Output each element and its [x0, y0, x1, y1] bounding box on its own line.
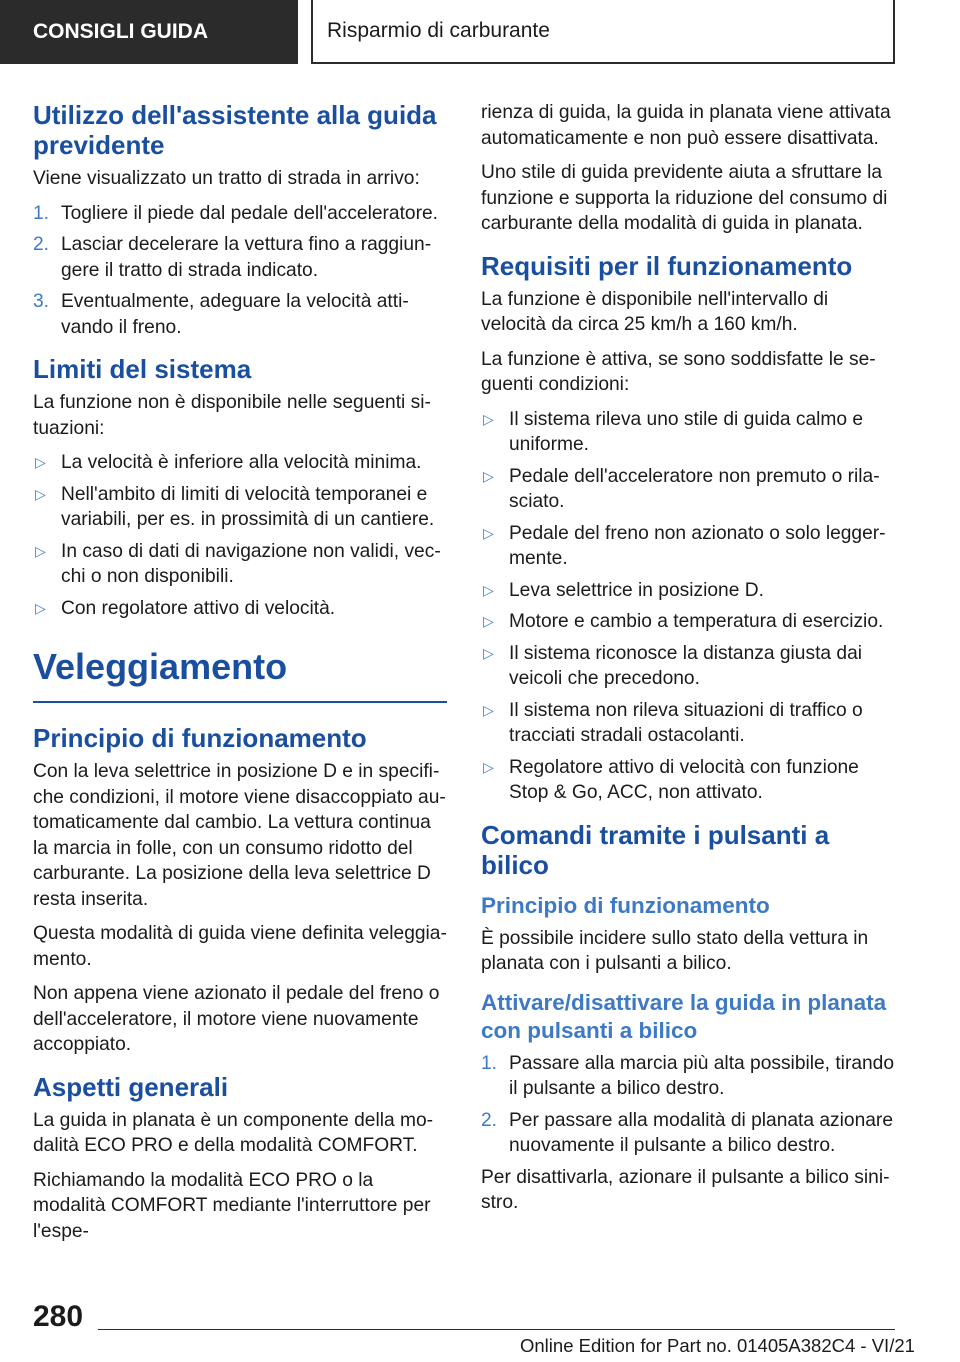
paragraph: La funzione non è disponibile nelle seguenti situazioni:	[33, 392, 431, 439]
list-item	[481, 464, 896, 515]
paragraph: È possibile incidere sullo stato della vettura in planata con i pulsanti a bilico.	[481, 927, 869, 974]
right-column	[481, 100, 896, 1225]
triangle-bullet-icon: ▷	[35, 485, 46, 502]
bullet-text: Pedale dell'acceleratore non premuto o rilasciato.	[509, 465, 880, 512]
paragraph: La funzione è disponibile nell'intervallo di velocità da circa 25 km/h a 160 km/h.	[481, 288, 829, 335]
paragraph: La funzione è attiva, se sono soddisfatte le seguenti condizioni:	[481, 348, 876, 395]
triangle-bullet-icon: ▷	[35, 599, 46, 616]
paragraph: La guida in planata è un componente della modalità ECO PRO e della modalità COMFORT.	[33, 1109, 434, 1156]
bullet-text: In caso di dati di navigazione non validi, vecchi o non disponibili.	[61, 540, 441, 587]
subheading-principio: Principio di funzionamento	[481, 892, 770, 918]
bullets-limiti	[33, 450, 447, 621]
step-number: 1.	[481, 1052, 498, 1074]
list-item	[481, 1108, 896, 1159]
list-item	[481, 521, 896, 572]
paragraph: Questa modalità di guida viene definita veleggiamento.	[33, 923, 447, 970]
heading-comandi: Comandi tramite i pulsanti a bilico	[481, 819, 830, 880]
triangle-bullet-icon: ▷	[483, 758, 494, 775]
left-column	[33, 100, 447, 1253]
heading-principio: Principio di funzionamento	[33, 723, 367, 753]
paragraph: rienza di guida, la guida in planata viene attivata automaticamente e non può essere disattivata.	[481, 102, 891, 149]
bullet-text: Nell'ambito di limiti di velocità temporanei e variabili, per es. in prossimità di un cantiere.	[61, 483, 435, 530]
triangle-bullet-icon: ▷	[483, 524, 494, 541]
triangle-bullet-icon: ▷	[483, 613, 494, 629]
bullets-requisiti	[481, 407, 896, 806]
subheading-attivare: Attivare/disattivare la guida in planata con pulsanti a bilico	[481, 989, 887, 1043]
page-number: 280	[33, 1300, 84, 1333]
list-item	[33, 289, 447, 340]
bullet-text: Con regolatore attivo di velocità.	[61, 597, 336, 619]
bullet-text: Il sistema rileva uno stile di guida calmo e uniforme.	[509, 408, 864, 455]
page-topic: Risparmio di carburante	[311, 0, 895, 64]
step-text: Passare alla marcia più alta possibile, tirando il pulsante a bilico destro.	[509, 1052, 895, 1099]
bullet-text: Pedale del freno non azionato o solo leggermente.	[509, 522, 886, 569]
paragraph: Viene visualizzato un tratto di strada in arrivo:	[33, 168, 420, 189]
triangle-bullet-icon: ▷	[35, 542, 46, 559]
triangle-bullet-icon: ▷	[483, 581, 494, 598]
bullet-text: Il sistema riconosce la distanza giusta dai veicoli che precedono.	[509, 642, 863, 689]
chapter-title: Veleggiamento	[33, 646, 288, 687]
heading-limiti: Limiti del sistema	[33, 354, 252, 384]
bullet-text: Il sistema non rileva situazioni di traffico o tracciati stradali ostacolanti.	[509, 699, 863, 746]
paragraph: Con la leva selettrice in posizione D e in specifiche condizioni, il motore viene disaccoppiato automaticamente dal cambio. La vettura continua la marcia in folle, con un consumo ridotto del carburante. La posizione della leva selettrice D resta inserita.	[33, 761, 446, 910]
step-number: 2.	[481, 1109, 498, 1131]
triangle-bullet-icon: ▷	[483, 467, 494, 484]
heading-aspetti: Aspetti generali	[33, 1071, 229, 1102]
step-text: Eventualmente, adeguare la velocità attivando il freno.	[61, 291, 409, 338]
footer-rule	[98, 1329, 895, 1330]
step-text: Togliere il piede dal pedale dell'acceleratore.	[61, 202, 438, 224]
list-item	[481, 755, 896, 806]
bullet-text: Regolatore attivo di velocità con funzione Stop & Go, ACC, non attivato.	[509, 756, 859, 803]
triangle-bullet-icon: ▷	[483, 644, 494, 661]
list-item	[481, 609, 896, 635]
list-item	[481, 641, 896, 692]
edition-footer: Online Edition for Part no. 01405A382C4 - VI/21	[520, 1335, 915, 1356]
paragraph: Non appena viene azionato il pedale del freno o dell'acceleratore, il motore viene nuovamente accoppiato.	[33, 983, 440, 1055]
step-number: 3.	[33, 291, 50, 312]
chapter-rule	[33, 701, 447, 703]
list-item	[33, 232, 447, 283]
bullet-text: Motore e cambio a temperatura di esercizio.	[509, 611, 884, 632]
step-text: Lasciar decelerare la vettura fino a raggiungere il tratto di strada indicato.	[61, 234, 432, 281]
section-tab: CONSIGLI GUIDA	[0, 0, 298, 64]
paragraph: Per disattivarla, azionare il pulsante a bilico sinistro.	[481, 1166, 890, 1213]
list-item	[481, 698, 896, 749]
steps-assistente	[33, 201, 447, 341]
list-item	[481, 407, 896, 458]
list-item	[33, 596, 447, 622]
list-item	[33, 539, 447, 590]
heading-assistente: Utilizzo dell'assistente alla guida previdente	[33, 100, 437, 160]
steps-attivare	[481, 1051, 896, 1159]
list-item	[33, 450, 447, 476]
triangle-bullet-icon: ▷	[35, 454, 46, 470]
step-number: 1.	[33, 202, 50, 224]
paragraph: Richiamando la modalità ECO PRO o la modalità COMFORT mediante l'interruttore per l'espe-	[33, 1169, 431, 1242]
list-item	[33, 201, 447, 227]
list-item	[481, 1051, 896, 1102]
triangle-bullet-icon: ▷	[483, 701, 494, 718]
list-item	[481, 578, 896, 604]
paragraph: Uno stile di guida previdente aiuta a sfruttare la funzione e supporta la riduzione del consumo di carburante della modalità di guida in planata.	[481, 162, 888, 234]
triangle-bullet-icon: ▷	[483, 410, 494, 427]
list-item	[33, 482, 447, 533]
step-text: Per passare alla modalità di planata azionare nuovamente il pulsante a bilico destro.	[509, 1109, 893, 1156]
bullet-text: La velocità è inferiore alla velocità minima.	[61, 452, 422, 473]
heading-requisiti: Requisiti per il funzionamento	[481, 250, 853, 281]
bullet-text: Leva selettrice in posizione D.	[509, 579, 764, 601]
step-number: 2.	[33, 234, 50, 255]
